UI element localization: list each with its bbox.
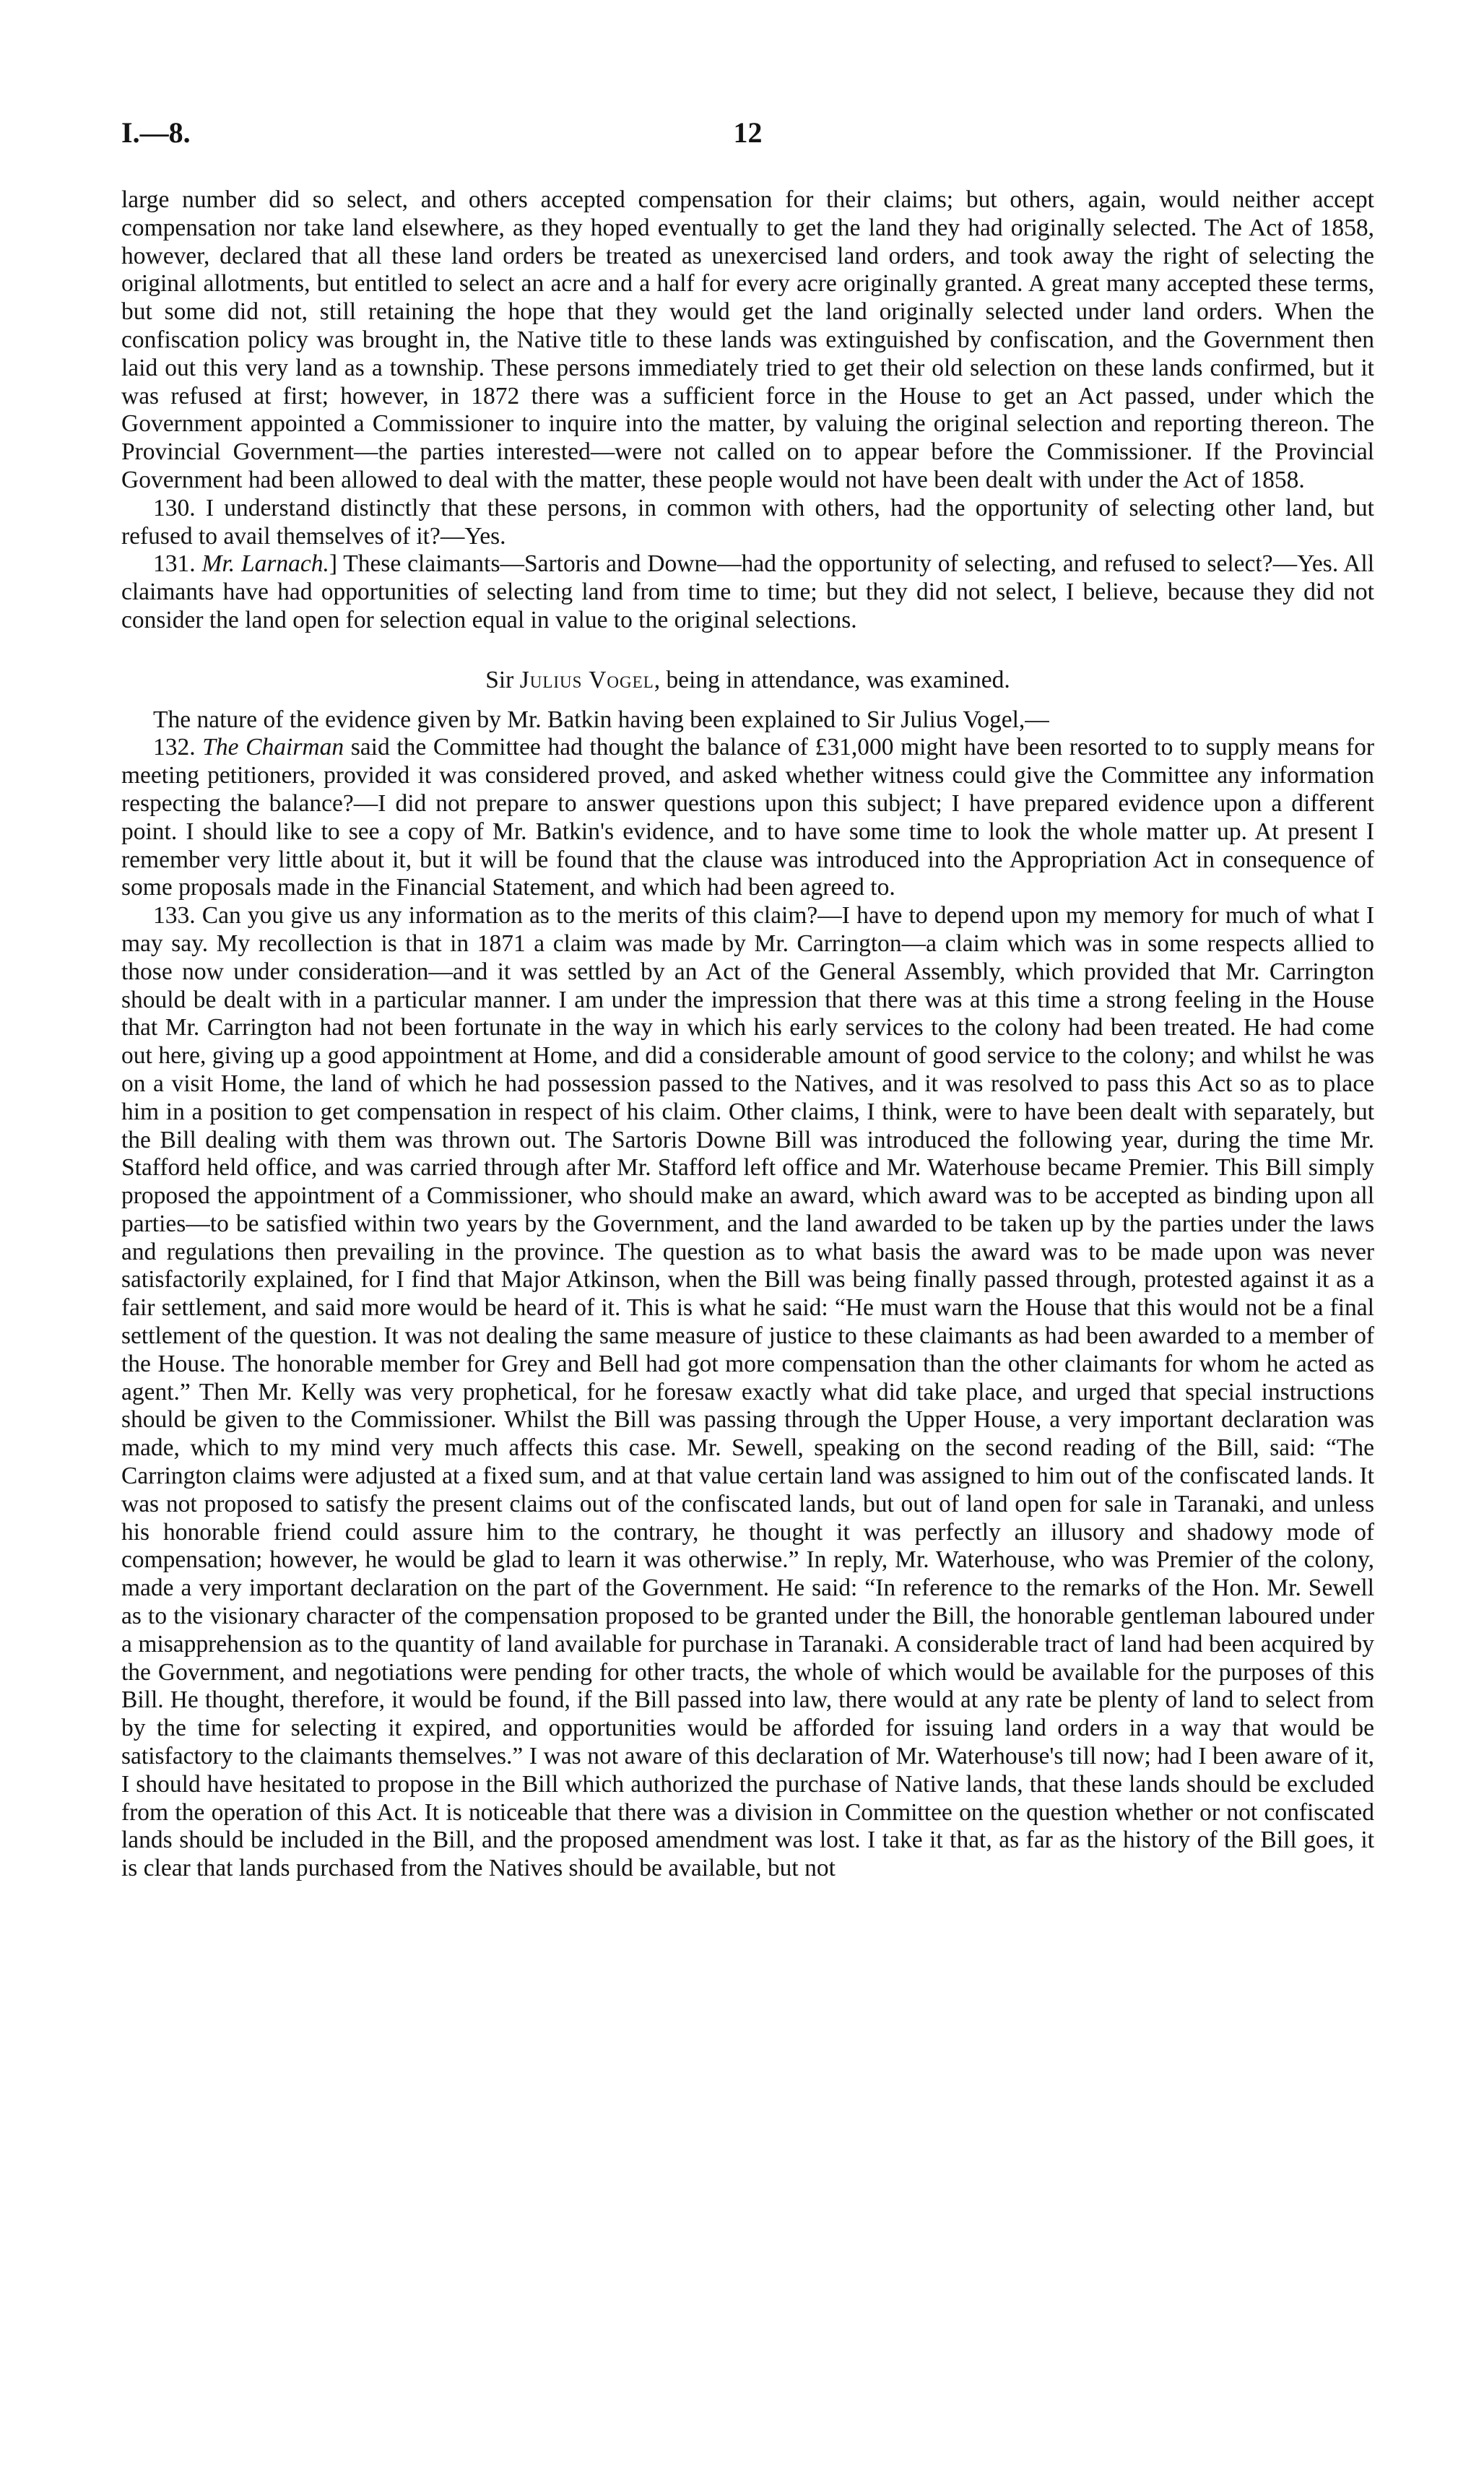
paragraph-nature-of-evidence: The nature of the evidence given by Mr. Batkin having been explained to Sir Julius Vogel,— [153, 706, 1049, 733]
paragraph-130: 130. I understand distinctly that these persons, in common with others, had the opportunity of selecting other land, but refused to avail themselves of it?—Yes. [121, 494, 1374, 550]
paragraph-133: 133. Can you give us any information as to the merits of this claim?—I have to depend upon my memory for much of what I may say. My recollection is that in 1871 a claim was made by Mr. Carrington—a claim which was in some respects allied to those now under consideration—and it was settled by an Act of the General Assembly, which provided that Mr. Carrington should be dealt with in a particular manner. I am under the impression that there was at this time a strong feeling in the House that Mr. Carrington had not been fortunate in the way in which his early services to the colony had been treated. He had come out here, giving up a good appointment at Home, and did a considerable amount of good service to the colony; and whilst he was on a visit Home, the land of which he had possession passed to the Natives, and it was resolved to pass this Act so as to place him in a position to get compensation in respect of his claim. Other claims, I think, were to have been dealt with separately, but the Bill dealing with them was thrown out. The Sartoris Downe Bill was introduced the following year, during the time Mr. Stafford held office, and was carried through after Mr. Stafford left office and Mr. Waterhouse became Premier. This Bill simply proposed the appointment of a Commissioner, who should make an award, which award was to be accepted as binding upon all parties—to be satisfied within two years by the Government, and the land awarded to be taken up by the parties under the laws and regulations then prevailing in the province. The question as to what basis the award was to be made upon was never satisfactorily explained, for I find that Major Atkinson, when the Bill was being finally passed through, protested against it as a fair settlement, and said more would be heard of it. This is what he said: “He must warn the House that this would not be a final settlement of the question. It was not dealing the same measure of justice to these claimants as had been awarded to a member of the House. The honorable member for Grey and Bell had got more compensation than the other claimants for whom he acted as agent.” Then Mr. Kelly was very prophetical, for he foresaw exactly what did take place, and urged that special instructions should be given to the Commissioner. Whilst the Bill was passing through the Upper House, a very important declaration was made, which to my mind very much affects this case. Mr. Sewell, speaking on the second reading of the Bill, said: “The Carrington claims were adjusted at a fixed sum, and at that value certain land was assigned to him out of the confiscated lands. It was not proposed to satisfy the present claims out of the confiscated lands, but out of land open for sale in Taranaki, and unless his honorable friend could assure him to the contrary, he thought it was perfectly an illusory and shadowy mode of compensation; however, he would be glad to learn it was otherwise.” In reply, Mr. Waterhouse, who was Premier of the colony, made a very important declaration on the part of the Government. He said: “In reference to the remarks of the Hon. Mr. Sewell as to the visionary character of the compensation proposed to be granted under the Bill, the honorable gentleman laboured under a misapprehension as to the quantity of land available for purchase in Taranaki. A considerable tract of land had been acquired by the Government, and negotiations were pending for other tracts, the whole of which would be available for the purposes of this Bill. He thought, therefore, it would be found, if the Bill passed into law, there would at any rate be plenty of land to select from by the time for selecting it expired, and opportunities would be afforded for issuing land orders in a way that would be satisfactory to the claimants themselves.” I was not aware of this declaration of Mr. Waterhouse's till now; had I been aware of it, I should have hesitated to propose in the Bill which authorized the purchase of Native lands, that these lands should be excluded from the operation of this Act. It is noticeable that there was a division in Committee on the question whether or not confiscated lands should be included in the Bill, and the proposed amendment was lost. I take it that, as far as the history of the Bill goes, it is clear that lands purchased from the Natives should be available, but not [121, 902, 1374, 1882]
paragraph-number: 132. [153, 734, 196, 761]
paragraph-131 [121, 550, 1374, 634]
paragraph-text: said the Committee had thought the balance of £31,000 might have been resorted to to supply means for meeting petitioners, provided it was considered proved, and asked whether witness could give the Committee any information respecting the balance?—I did not prepare to answer questions upon this subject; I have prepared evidence upon a different point. I should like to see a copy of Mr. Batkin's evidence, and to have some time to look the whole matter up. At present I remember very little about it, but it will be found that the clause was introduced into the Appropriation Act in consequence of some proposals made in the Financial Statement, and which had been agreed to. [121, 734, 1374, 901]
document-reference: I.—8. [121, 116, 191, 149]
paragraph-number: 131. [153, 550, 196, 578]
heading-prefix: Sir [485, 666, 520, 693]
paragraph-continuation: large number did so select, and others accepted compensation for their claims; but others, again, would neither accept compensation nor take land elsewhere, as they hoped eventually to get the land they had originally selected. The Act of 1858, however, declared that all these land orders be treated as unexercised land orders, and took away the right of selecting the original allotments, but entitled to select an acre and a half for every acre originally granted. A great many accepted these terms, but some did not, still retaining the hope that they would get the land originally selected under land orders. When the confiscation policy was brought in, the Native title to these lands was extinguished by confiscation, and the Government then laid out this very land as a township. These persons immediately tried to get their old selection on these lands confirmed, but it was refused at first; however, in 1872 there was a sufficient force in the House to get an Act passed, under which the Government appointed a Commissioner to inquire into the matter, by valuing the original selection and reporting thereon. The Provincial Government—the parties interested—were not called on to appear before the Commissioner. If the Provincial Government had been allowed to deal with the matter, these people would not have been dealt with under the Act of 1858. [121, 186, 1374, 493]
document-body [121, 186, 1374, 1883]
paragraph-text: ] These claimants—Sartoris and Downe—had the opportunity of selecting, and refused to select?—Yes. All claimants have had opportunities of selecting land from time to time; but they did not select, I believe, because they did not consider the land open for selection equal in value to the original selections. [121, 550, 1375, 633]
paragraph-132 [121, 734, 1374, 902]
speaker-name: The Chairman [202, 734, 344, 761]
page-header [121, 116, 1374, 159]
witness-heading [121, 667, 1374, 695]
witness-name: Julius Vogel [519, 666, 654, 693]
page-number: 12 [733, 116, 763, 149]
speaker-name: Mr. Larnach. [201, 550, 329, 578]
heading-suffix: , being in attendance, was examined. [654, 666, 1010, 693]
